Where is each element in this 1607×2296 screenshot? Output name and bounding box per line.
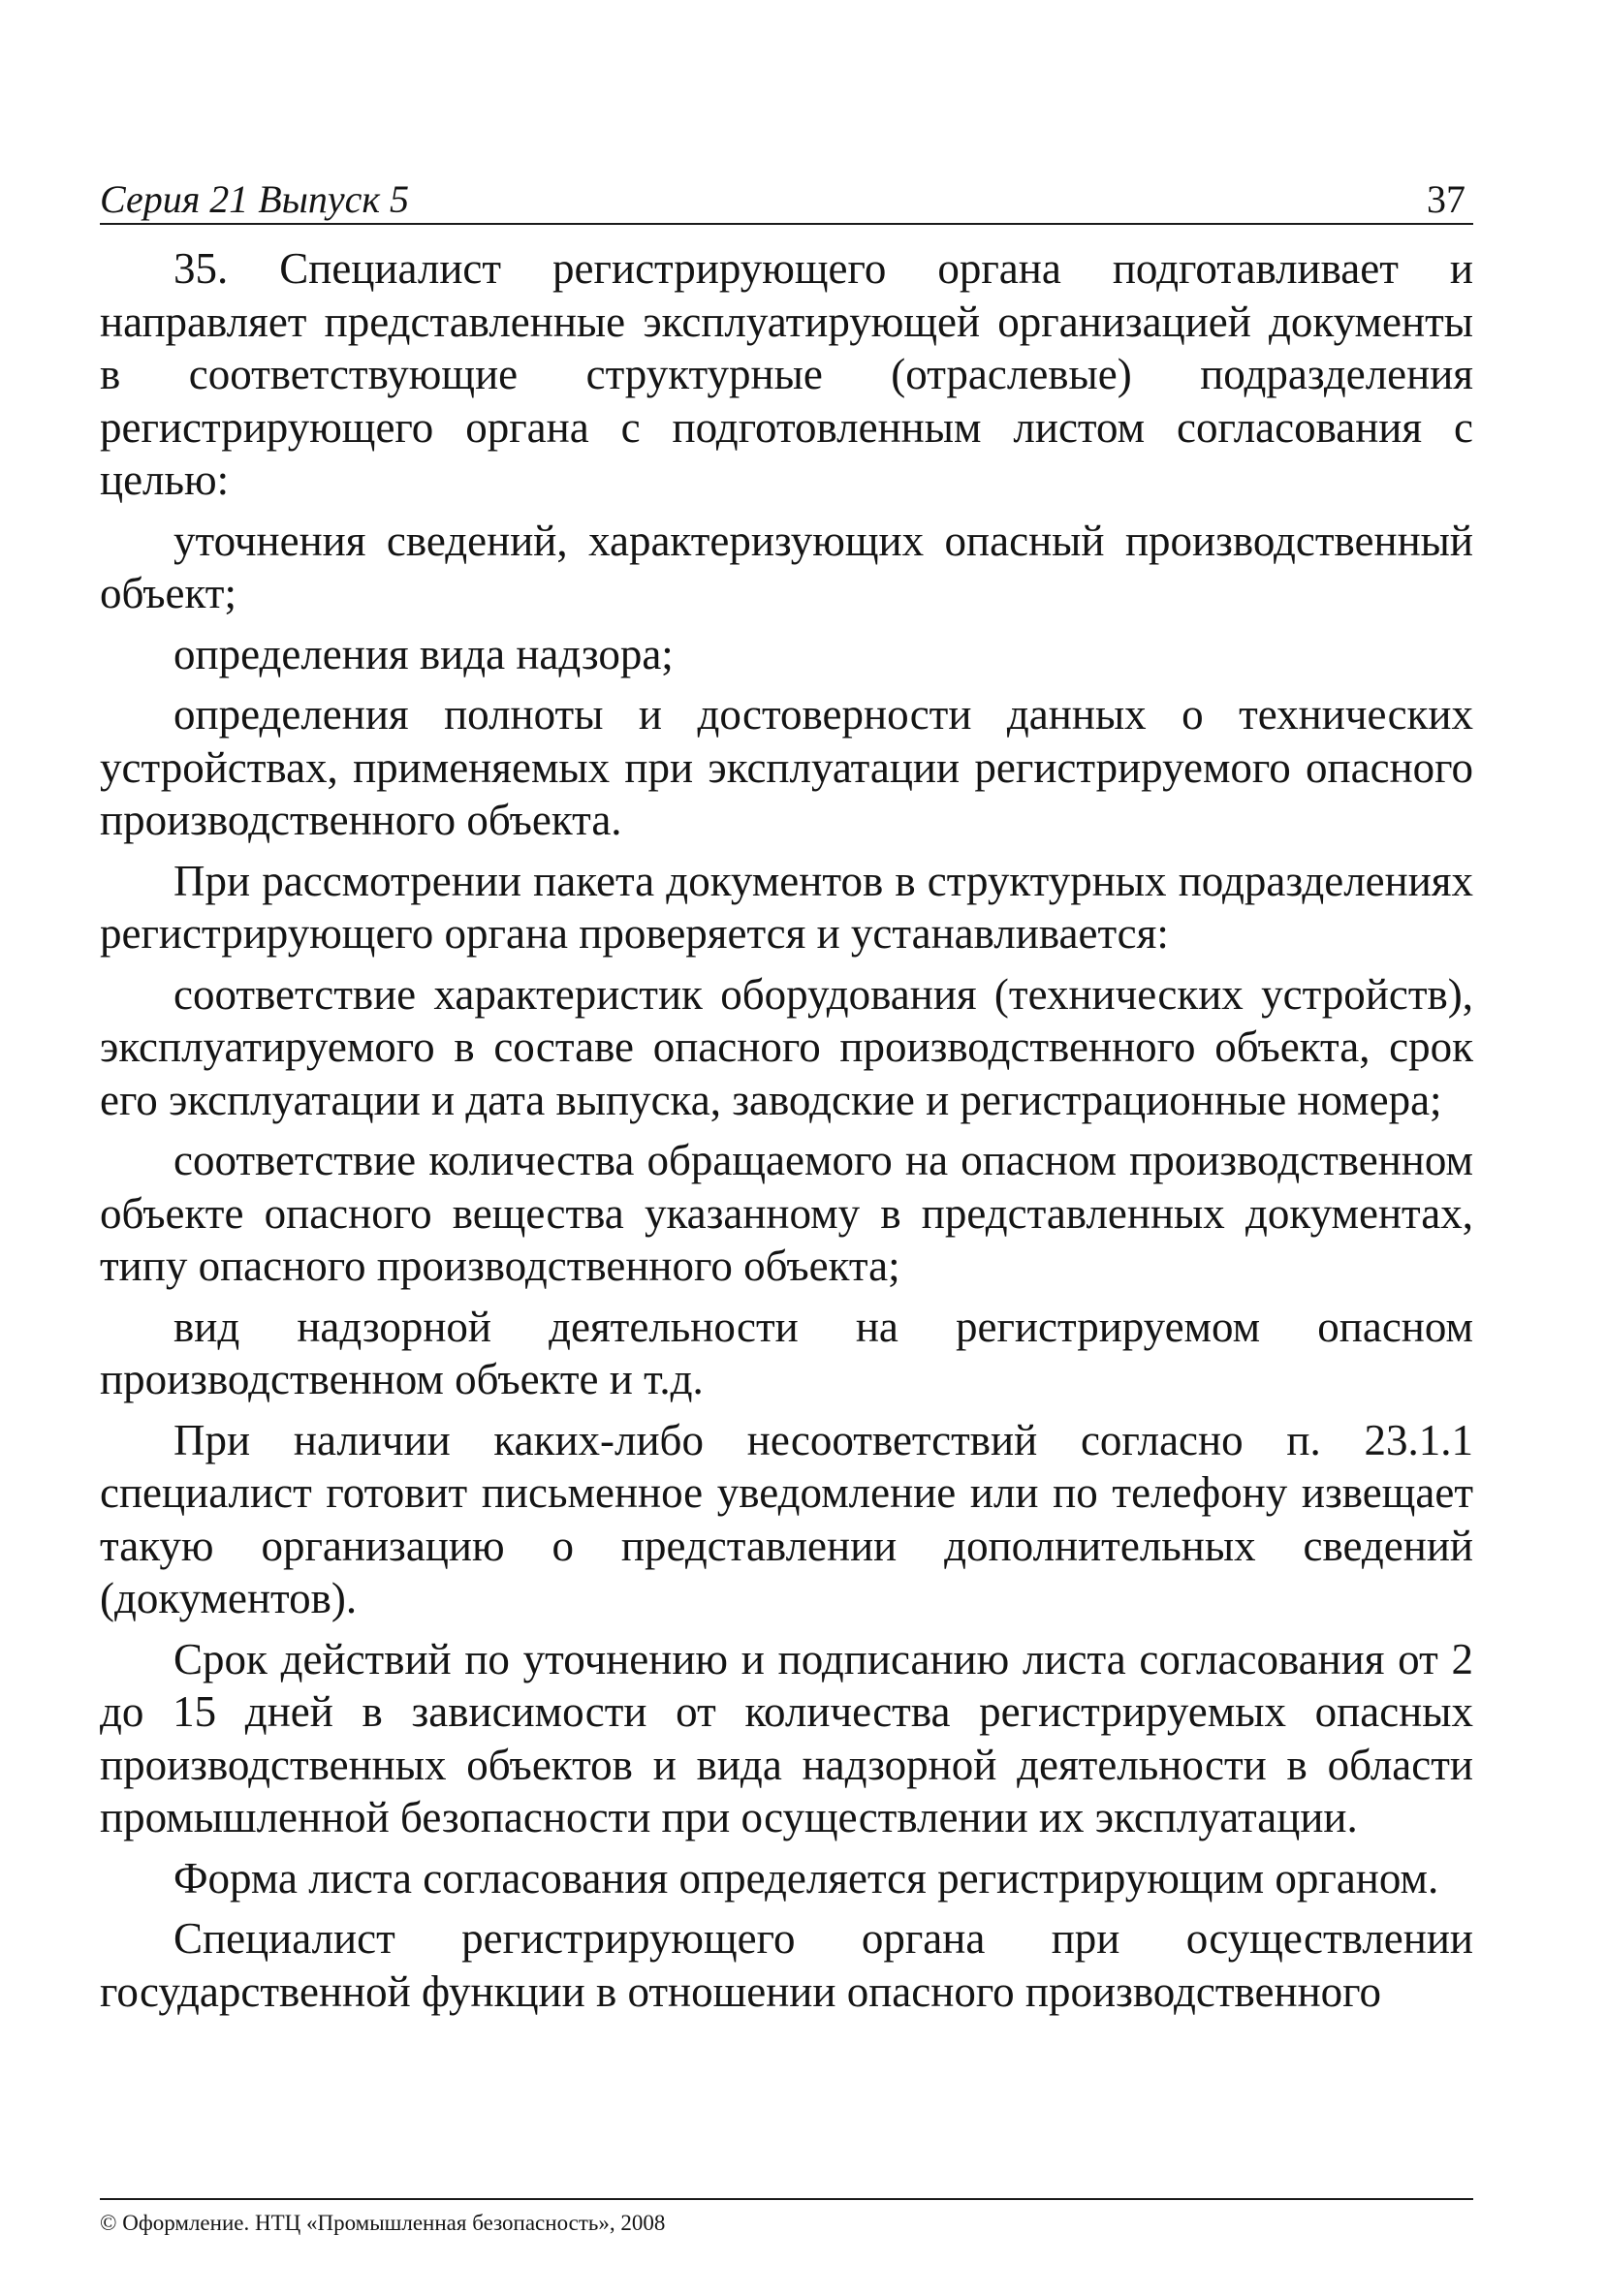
paragraph-item-35: 35. Специалист регистрирующего органа подготавливает и направляет представленные эксплуатирующей организацией документы в соответствующие структурные (отраслевые) подразделения регистрирующего органа с подготовленным листом согласования с целью: xyxy=(100,244,1473,504)
paragraph-goal-completeness: определения полноты и достоверности данных о технических устройствах, применяемых при эксплуатации регистрируемого опасного производственного объекта. xyxy=(100,690,1473,844)
page-number: 37 xyxy=(1427,177,1465,221)
paragraph-discrepancies: При наличии каких-либо несоответствий согласно п. 23.1.1 специалист готовит письменное уведомление или по телефону извещает такую организацию о представлении дополнительных сведений (документов). xyxy=(100,1415,1473,1622)
paragraph-specialist: Специалист регистрирующего органа при осуществлении государственной функции в отношении опасного производственного xyxy=(100,1914,1473,2016)
paragraph-check-equipment: соответствие характеристик оборудования (технических устройств), эксплуатируемого в составе опасного производственного объекта, срок его эксплуатации и дата выпуска, заводские и регистрационные номера; xyxy=(100,969,1473,1124)
paragraph-goal-clarify: уточнения сведений, характеризующих опасный производственный объект; xyxy=(100,516,1473,617)
body-text xyxy=(100,242,1473,2026)
paragraph-check-activity: вид надзорной деятельности на регистрируемом опасном производственном объекте и т.д. xyxy=(100,1302,1473,1403)
page-footer xyxy=(100,2198,1473,2234)
paragraph-deadline: Срок действий по уточнению и подписанию листа согласования от 2 до 15 дней в зависимости от количества регистрируемых опасных производственных объектов и вида надзорной деятельности в области промышленной безопасности при осуществлении их эксплуатации. xyxy=(100,1634,1473,1841)
paragraph-review-intro: При рассмотрении пакета документов в структурных подразделениях регистрирующего органа проверяется и устанавливается: xyxy=(100,856,1473,958)
paragraph-check-substance: соответствие количества обращаемого на опасном производственном объекте опасного вещества указанному в представленных документах, типу опасного производственного объекта; xyxy=(100,1136,1473,1290)
series-title: Серия 21 Выпуск 5 xyxy=(100,177,410,221)
paragraph-form: Форма листа согласования определяется регистрирующим органом. xyxy=(173,1853,1439,1903)
page-header xyxy=(100,167,1473,225)
footer-copyright: © Оформление. НТЦ «Промышленная безопасность», 2008 xyxy=(100,2211,666,2235)
paragraph-goal-supervision: определения вида надзора; xyxy=(173,629,674,678)
